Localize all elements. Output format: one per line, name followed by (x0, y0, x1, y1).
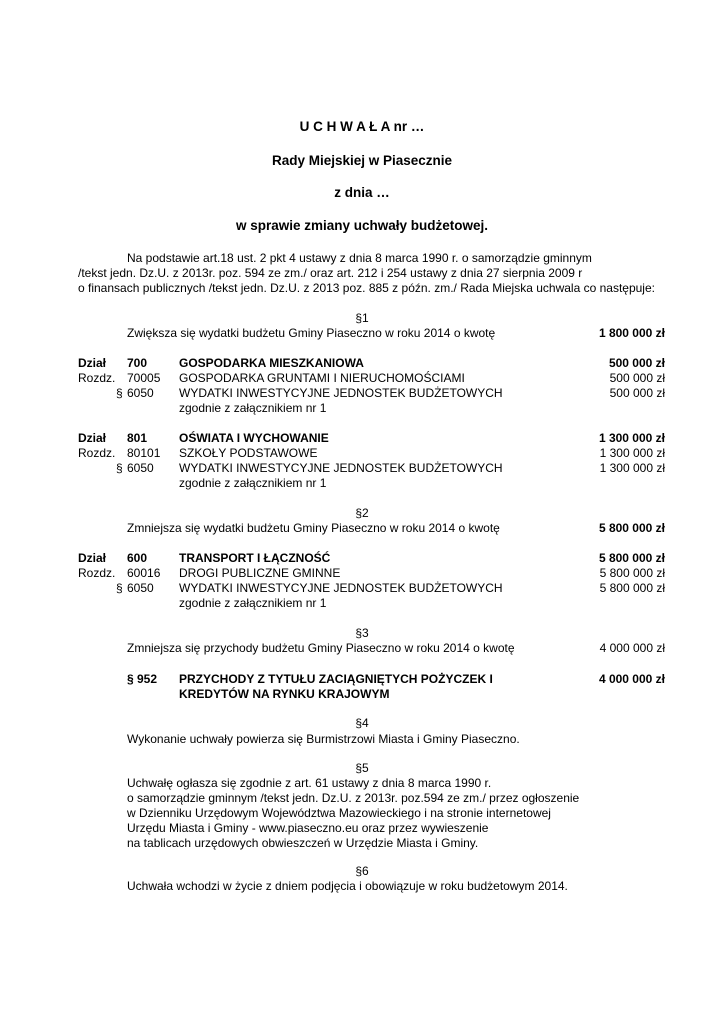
revenue-item-name: KREDYTÓW NA RYNKU KRAJOWYM (179, 687, 390, 701)
rozdz-label: Rozdz. (78, 446, 116, 460)
paragraph-code: 6050 (127, 581, 154, 595)
revenue-paragraph-code: § 952 (127, 672, 158, 686)
dzial-label: Dział (78, 356, 107, 370)
rozdz-name: GOSPODARKA GRUNTAMI I NIERUCHOMOŚCIAMI (179, 371, 465, 385)
dzial-code: 801 (127, 431, 148, 445)
dzial-amount: 1 300 000 zł (598, 431, 665, 445)
paragraph-name: WYDATKI INWESTYCYJNE JEDNOSTEK BUDŻETOWYCH (179, 386, 503, 400)
section-mark: §5 (355, 761, 369, 775)
paragraph-label: § (116, 386, 123, 400)
paragraph-code: 6050 (127, 386, 154, 400)
section-text: Uchwała wchodzi w życie z dniem podjęcia i obowiązuje w roku budżetowym 2014. (127, 879, 568, 893)
preamble-line: /tekst jedn. Dz.U. z 2013r. poz. 594 ze zm./ oraz art. 212 i 254 ustawy z dnia 27 sierpnia 2009 r (78, 266, 583, 280)
rozdz-name: SZKOŁY PODSTAWOWE (179, 446, 318, 460)
paragraph-label: § (116, 581, 123, 595)
dzial-code: 600 (127, 551, 148, 565)
resolution-title: U C H W A Ł A nr … (299, 119, 425, 134)
paragraph-amount: 500 000 zł (609, 386, 665, 400)
section-mark: §4 (355, 716, 369, 730)
dzial-amount: 500 000 zł (608, 356, 665, 370)
rozdz-code: 80101 (127, 446, 161, 460)
revenue-item-name: PRZYCHODY Z TYTUŁU ZACIĄGNIĘTYCH POŻYCZEK I (179, 672, 493, 686)
dzial-label: Dział (78, 431, 107, 445)
rozdz-amount: 5 800 000 zł (599, 566, 665, 580)
revenue-item-amount: 4 000 000 zł (598, 672, 665, 686)
paragraph-amount: 5 800 000 zł (599, 581, 665, 595)
preamble-line: Na podstawie art.18 ust. 2 pkt 4 ustawy z dnia 8 marca 1990 r. o samorządzie gminnym (127, 251, 592, 265)
resolution-subject: w sprawie zmiany uchwały budżetowej. (235, 218, 489, 233)
paragraph-code: 6050 (127, 461, 154, 475)
dzial-name: GOSPODARKA MIESZKANIOWA (179, 356, 364, 370)
section-mark: §1 (355, 311, 369, 325)
preamble-line: o finansach publicznych /tekst jedn. Dz.U. z 2013 poz. 885 z późn. zm./ Rada Miejska uchwala co następuje: (78, 281, 655, 295)
attachment-note: zgodnie z załącznikiem nr 1 (179, 401, 327, 415)
attachment-note: zgodnie z załącznikiem nr 1 (179, 476, 327, 490)
paragraph-label: § (116, 461, 123, 475)
rozdz-amount: 500 000 zł (609, 371, 665, 385)
dzial-name: TRANSPORT I ŁĄCZNOŚĆ (179, 551, 331, 565)
rozdz-amount: 1 300 000 zł (599, 446, 665, 460)
section-mark: §3 (355, 626, 369, 640)
dzial-amount: 5 800 000 zł (598, 551, 665, 565)
section-text: Zmniejsza się przychody budżetu Gminy Piaseczno w roku 2014 o kwotę (127, 641, 515, 655)
section-amount: 4 000 000 zł (599, 641, 665, 655)
section-amount: 1 800 000 zł (598, 326, 665, 340)
rozdz-code: 60016 (127, 566, 161, 580)
attachment-note: zgodnie z załącznikiem nr 1 (179, 596, 327, 610)
rozdz-label: Rozdz. (78, 371, 116, 385)
paragraph-amount: 1 300 000 zł (599, 461, 665, 475)
section-text: Zmniejsza się wydatki budżetu Gminy Piaseczno w roku 2014 o kwotę (127, 521, 500, 535)
publication-line: w Dzienniku Urzędowym Województwa Mazowieckiego i na stronie internetowej (127, 806, 551, 820)
section-amount: 5 800 000 zł (598, 521, 665, 535)
dzial-code: 700 (127, 356, 148, 370)
resolution-date: z dnia … (334, 185, 390, 200)
section-text: Zwiększa się wydatki budżetu Gminy Piaseczno w roku 2014 o kwotę (127, 326, 496, 340)
publication-line: na tablicach urzędowych obwieszczeń w Urzędzie Miasta i Gminy. (127, 836, 479, 850)
resolution-body: Rady Miejskiej w Piasecznie (271, 153, 453, 168)
dzial-label: Dział (78, 551, 107, 565)
section-mark: §6 (355, 864, 369, 878)
rozdz-name: DROGI PUBLICZNE GMINNE (179, 566, 341, 580)
dzial-name: OŚWIATA I WYCHOWANIE (179, 431, 329, 445)
paragraph-name: WYDATKI INWESTYCYJNE JEDNOSTEK BUDŻETOWYCH (179, 461, 503, 475)
rozdz-label: Rozdz. (78, 566, 116, 580)
paragraph-name: WYDATKI INWESTYCYJNE JEDNOSTEK BUDŻETOWYCH (179, 581, 503, 595)
publication-line: Uchwałę ogłasza się zgodnie z art. 61 ustawy z dnia 8 marca 1990 r. (127, 776, 492, 790)
section-mark: §2 (355, 506, 369, 520)
section-text: Wykonanie uchwały powierza się Burmistrzowi Miasta i Gminy Piaseczno. (127, 732, 520, 746)
publication-line: o samorządzie gminnym /tekst jedn. Dz.U. z 2013r. poz.594 ze zm./ przez ogłoszenie (127, 791, 580, 805)
rozdz-code: 70005 (127, 371, 161, 385)
publication-line: Urzędu Miasta i Gminy - www.piaseczno.eu oraz przez wywieszenie (127, 821, 489, 835)
